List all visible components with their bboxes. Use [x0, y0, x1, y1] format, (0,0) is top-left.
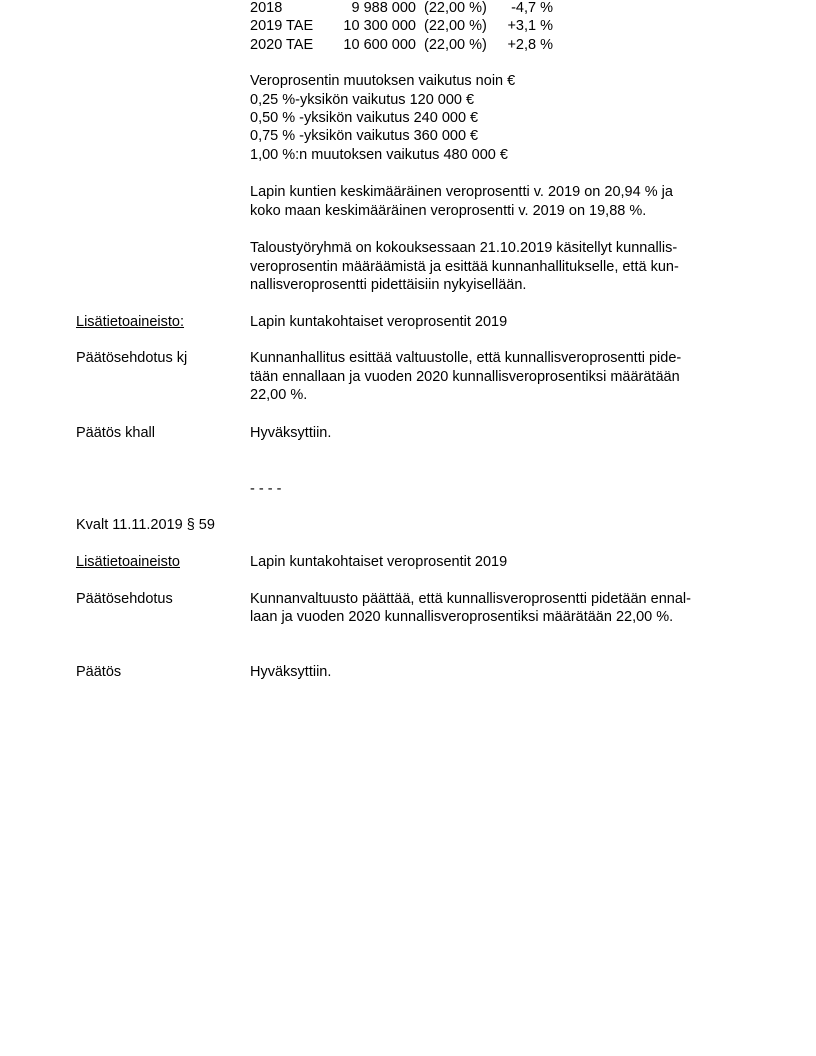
impact-line: 0,75 % -yksikön vaikutus 360 000 € — [250, 128, 479, 144]
averages-line: Lapin kuntien keskimääräinen veroprosentti v. 2019 on 20,94 % ja — [250, 184, 673, 200]
board-proposal-line: tään ennallaan ja vuoden 2020 kunnallisveroprosentiksi määrätään — [250, 369, 680, 385]
council-decision-value: Hyväksyttiin. — [250, 664, 332, 680]
board-decision-value: Hyväksyttiin. — [250, 425, 332, 441]
impact-line: 1,00 %:n muutoksen vaikutus 480 000 € — [250, 147, 508, 163]
tax-row-year: 2018 — [250, 0, 283, 16]
tax-row-amount: 10 600 000 — [343, 37, 416, 53]
board-proposal-line: Kunnanhallitus esittää valtuustolle, että kunnallisveroprosentti pide- — [250, 350, 682, 366]
board-info-label: Lisätietoaineisto: — [76, 314, 185, 330]
working-group-line: Taloustyöryhmä on kokouksessaan 21.10.2019 käsitellyt kunnallis- — [250, 240, 678, 256]
council-decision-label: Päätös — [76, 664, 122, 680]
board-info-value: Lapin kuntakohtaiset veroprosentit 2019 — [250, 314, 508, 330]
council-heading: Kvalt 11.11.2019 § 59 — [76, 517, 215, 533]
tax-row-rate: (22,00 %) — [424, 37, 487, 53]
council-proposal-line: Kunnanvaltuusto päättää, että kunnallisveroprosentti pidetään ennal- — [250, 591, 691, 607]
tax-row-rate: (22,00 %) — [424, 0, 487, 16]
tax-row-year: 2020 TAE — [250, 37, 314, 53]
board-proposal-line: 22,00 %. — [250, 387, 308, 403]
council-proposal-label: Päätösehdotus — [76, 591, 173, 607]
tax-row-change: -4,7 % — [511, 0, 553, 16]
impact-line: 0,25 %-yksikön vaikutus 120 000 € — [250, 92, 475, 108]
impact-heading: Veroprosentin muutoksen vaikutus noin € — [250, 73, 516, 89]
tax-row-amount: 10 300 000 — [343, 18, 416, 34]
tax-row-change: +3,1 % — [507, 18, 553, 34]
impact-line: 0,50 % -yksikön vaikutus 240 000 € — [250, 110, 479, 126]
tax-row-year: 2019 TAE — [250, 18, 314, 34]
tax-row-amount: 9 988 000 — [351, 0, 416, 16]
tax-row-rate: (22,00 %) — [424, 18, 487, 34]
separator: - - - - — [250, 481, 282, 497]
working-group-line: veroprosentin määräämistä ja esittää kunnanhallitukselle, että kun- — [250, 259, 679, 275]
board-decision-label: Päätös khall — [76, 425, 155, 441]
averages-line: koko maan keskimääräinen veroprosentti v. 2019 on 19,88 %. — [250, 203, 647, 219]
board-proposal-label: Päätösehdotus kj — [76, 350, 188, 366]
council-proposal-line: laan ja vuoden 2020 kunnallisveroprosentiksi määrätään 22,00 %. — [250, 609, 674, 625]
tax-row-change: +2,8 % — [507, 37, 553, 53]
council-info-label: Lisätietoaineisto — [76, 554, 180, 570]
working-group-line: nallisveroprosentti pidettäisiin nykyisellään. — [250, 277, 527, 293]
council-info-value: Lapin kuntakohtaiset veroprosentit 2019 — [250, 554, 508, 570]
